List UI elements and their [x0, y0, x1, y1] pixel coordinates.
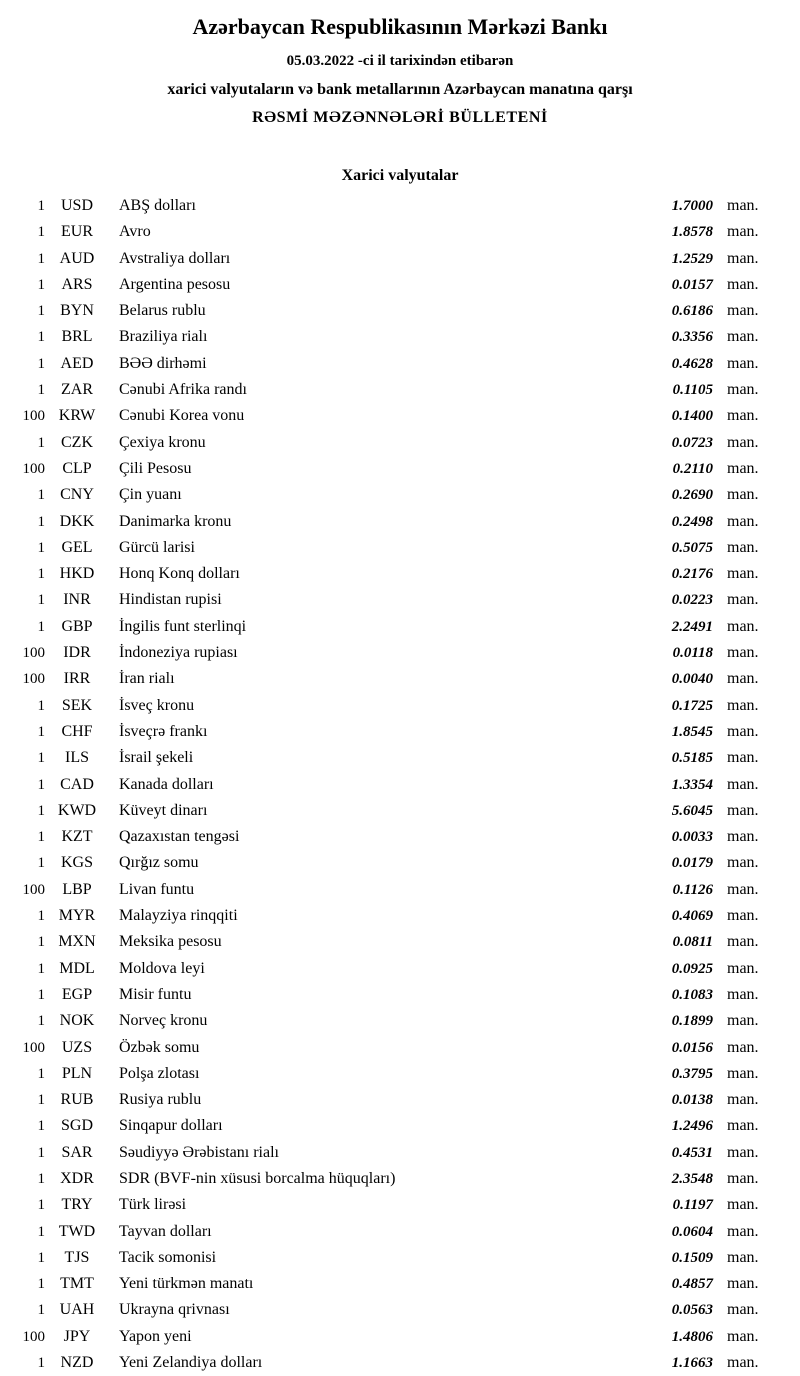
rate-quantity: 1: [37, 1197, 45, 1214]
currency-name: Küveyt dinarı: [119, 801, 208, 819]
rate-value: 0.1105: [672, 382, 713, 399]
rate-quantity: 1: [37, 224, 45, 241]
unit-label: man.: [727, 1196, 759, 1214]
rate-row: [0, 403, 770, 429]
rate-quantity: 1: [37, 776, 45, 793]
rate-row: [0, 929, 770, 955]
rate-row: [0, 535, 770, 561]
rate-quantity: 1: [37, 1223, 45, 1240]
currency-name: Misir funtu: [119, 985, 192, 1003]
unit-label: man.: [727, 565, 759, 583]
effective-date-line: 05.03.2022 -ci il tarixindən etibarən: [286, 53, 514, 69]
rate-quantity: 1: [37, 434, 45, 451]
currency-code: TWD: [58, 1222, 96, 1240]
rate-value: 0.1126: [672, 881, 713, 898]
currency-name: Qırğız somu: [119, 854, 199, 872]
rate-value: 0.5075: [671, 539, 713, 556]
currency-code: XDR: [60, 1169, 94, 1187]
rate-quantity: 1: [37, 829, 45, 846]
unit-label: man.: [727, 828, 759, 846]
rate-quantity: 1: [37, 934, 45, 951]
currency-code: CLP: [62, 459, 92, 477]
unit-label: man.: [727, 1064, 759, 1082]
currency-code: USD: [60, 197, 93, 214]
currency-name: Tacik somonisi: [119, 1248, 217, 1266]
currency-code: SAR: [61, 1143, 93, 1161]
currency-name: Avro: [119, 223, 151, 241]
rate-value: 0.1725: [671, 697, 713, 714]
currency-name: Kanada dolları: [119, 775, 214, 793]
unit-label: man.: [727, 1143, 759, 1161]
rate-row: [0, 745, 770, 771]
rate-row: [0, 1035, 770, 1061]
currency-name: İsrail şekeli: [119, 749, 194, 767]
unit-label: man.: [727, 933, 759, 951]
rate-row: [0, 1350, 770, 1376]
bulletin-title: RƏSMİ MƏZƏNNƏLƏRİ BÜLLETENİ: [252, 109, 548, 126]
rate-value: 0.1899: [671, 1013, 713, 1030]
currency-code: BYN: [60, 302, 94, 320]
rate-quantity: 100: [22, 645, 45, 662]
currency-name: Belarus rublu: [119, 302, 206, 320]
unit-label: man.: [727, 907, 759, 925]
rate-value: 0.6186: [671, 303, 713, 320]
unit-label: man.: [727, 512, 759, 530]
currency-name: Avstraliya dolları: [119, 249, 231, 267]
rate-row: [0, 903, 770, 929]
currency-name: İsveç kronu: [119, 696, 195, 714]
bulletin-subtitle: xarici valyutaların və bank metallarının Azərbaycan manatına qarşı: [167, 81, 633, 98]
rate-quantity: 1: [37, 908, 45, 925]
rate-quantity: 1: [37, 802, 45, 819]
unit-label: man.: [727, 538, 759, 556]
rate-row: [0, 272, 770, 298]
rate-quantity: 100: [22, 881, 45, 898]
currency-name: SDR (BVF-nin xüsusi borcalma hüquqları): [119, 1169, 396, 1187]
currency-code: KGS: [60, 854, 93, 872]
rate-value: 0.0157: [671, 276, 713, 293]
unit-label: man.: [727, 381, 759, 399]
unit-label: man.: [727, 801, 759, 819]
rate-row: [0, 219, 770, 245]
rate-row: [0, 693, 770, 719]
rate-quantity: 1: [37, 750, 45, 767]
rate-value: 0.1197: [672, 1197, 713, 1214]
unit-label: man.: [727, 1169, 759, 1187]
currency-name: Livan funtu: [119, 880, 195, 898]
rate-quantity: 1: [37, 1065, 45, 1082]
rate-value: 0.3356: [671, 329, 713, 346]
currency-code: NOK: [59, 1012, 95, 1030]
currency-name: Moldova leyi: [119, 959, 205, 977]
unit-label: man.: [727, 1301, 759, 1319]
unit-label: man.: [727, 1012, 759, 1030]
bank-title: Azərbaycan Respublikasının Mərkəzi Bankı: [192, 14, 608, 39]
currency-name: Danimarka kronu: [119, 512, 232, 530]
rate-quantity: 1: [37, 1118, 45, 1135]
rate-quantity: 1: [37, 1144, 45, 1161]
rate-quantity: 1: [37, 986, 45, 1003]
rate-quantity: 100: [22, 460, 45, 477]
rate-value: 1.8578: [671, 224, 713, 241]
unit-label: man.: [727, 328, 759, 346]
rate-quantity: 1: [37, 723, 45, 740]
unit-label: man.: [727, 1248, 759, 1266]
rate-quantity: 1: [37, 1302, 45, 1319]
rate-value: 0.4857: [671, 1276, 713, 1293]
currency-code: EGP: [61, 985, 93, 1003]
currency-name: İsveçrə frankı: [119, 722, 208, 740]
unit-label: man.: [727, 985, 759, 1003]
rate-value: 0.2498: [671, 513, 713, 530]
rate-value: 2.3548: [671, 1170, 713, 1187]
bulletin-header: [0, 12, 800, 128]
rate-row: [0, 850, 770, 876]
currency-name: Honq Konq dolları: [119, 565, 240, 583]
rate-quantity: 1: [37, 1355, 45, 1372]
currency-name: ABŞ dolları: [119, 197, 196, 214]
rate-row: [0, 1192, 770, 1218]
rate-row: [0, 772, 770, 798]
rate-row: [0, 587, 770, 613]
rate-value: 0.2176: [671, 566, 713, 583]
currency-name: Meksika pesosu: [119, 933, 222, 951]
rate-row: [0, 824, 770, 850]
rate-value: 1.2496: [671, 1118, 713, 1135]
rate-quantity: 1: [37, 355, 45, 372]
rate-row: [0, 640, 770, 666]
rate-quantity: 1: [37, 198, 45, 214]
rate-row: [0, 509, 770, 535]
rate-row: [0, 1061, 770, 1087]
rate-row: [0, 1271, 770, 1297]
currency-code: TJS: [64, 1248, 90, 1266]
rate-row: [0, 956, 770, 982]
rate-value: 0.0040: [671, 671, 713, 688]
currency-name: Cənubi Korea vonu: [119, 407, 245, 425]
rate-quantity: 1: [37, 250, 45, 267]
currency-code: DKK: [59, 512, 95, 530]
rate-quantity: 100: [22, 671, 45, 688]
currency-name: Qazaxıstan tengəsi: [119, 828, 240, 846]
currency-code: CHF: [61, 722, 93, 740]
currency-name: Braziliya rialı: [119, 328, 208, 346]
rate-value: 5.6045: [671, 802, 713, 819]
unit-label: man.: [727, 486, 759, 504]
unit-label: man.: [727, 591, 759, 609]
rate-value: 0.0138: [671, 1092, 713, 1109]
unit-label: man.: [727, 670, 759, 688]
currency-name: Rusiya rublu: [119, 1091, 202, 1109]
currency-code: INR: [63, 591, 91, 609]
rate-row: [0, 561, 770, 587]
unit-label: man.: [727, 1091, 759, 1109]
rate-value: 0.3795: [671, 1065, 713, 1082]
rate-value: 0.0156: [671, 1039, 713, 1056]
rate-row: [0, 1219, 770, 1245]
unit-label: man.: [727, 1354, 759, 1372]
rate-value: 0.0925: [671, 960, 713, 977]
rate-quantity: 100: [22, 1039, 45, 1056]
rate-row: [0, 982, 770, 1008]
rate-value: 0.0563: [671, 1302, 713, 1319]
rate-row: [0, 1140, 770, 1166]
rate-row: [0, 351, 770, 377]
currency-name: Malayziya rinqqiti: [119, 907, 238, 925]
rate-quantity: 1: [37, 697, 45, 714]
currency-code: KWD: [57, 801, 97, 819]
currency-name: Çili Pesosu: [119, 459, 192, 477]
rate-quantity: 1: [37, 487, 45, 504]
currency-code: CAD: [60, 775, 94, 793]
currency-name: İran rialı: [119, 670, 175, 688]
rate-value: 0.0723: [671, 434, 713, 451]
unit-label: man.: [727, 1038, 759, 1056]
unit-label: man.: [727, 1275, 759, 1293]
rate-row: [0, 1166, 770, 1192]
rate-value: 0.2690: [671, 487, 713, 504]
currency-name: Norveç kronu: [119, 1012, 208, 1030]
currency-code: NZD: [60, 1354, 94, 1372]
currency-name: Cənubi Afrika randı: [119, 381, 247, 399]
currency-name: Argentina pesosu: [119, 275, 231, 293]
rate-quantity: 100: [22, 408, 45, 425]
currency-name: Çexiya kronu: [119, 433, 206, 451]
rate-quantity: 1: [37, 566, 45, 583]
rate-value: 0.0118: [672, 645, 713, 662]
rate-value: 0.0179: [671, 855, 713, 872]
currency-name: Hindistan rupisi: [119, 591, 222, 609]
rate-row: [0, 298, 770, 324]
currency-name: Tayvan dolları: [119, 1222, 212, 1240]
unit-label: man.: [727, 459, 759, 477]
currency-code: ARS: [61, 275, 93, 293]
currency-code: GEL: [61, 538, 93, 556]
rate-value: 0.4069: [671, 908, 713, 925]
unit-label: man.: [727, 407, 759, 425]
rate-value: 2.2491: [671, 618, 713, 635]
unit-label: man.: [727, 197, 759, 214]
rate-row: [0, 1113, 770, 1139]
exchange-rates-table: [0, 193, 770, 1376]
currency-code: UAH: [59, 1301, 95, 1319]
rate-quantity: 1: [37, 618, 45, 635]
rate-value: 0.1509: [671, 1249, 713, 1266]
rate-quantity: 1: [37, 303, 45, 320]
rate-value: 1.7000: [671, 198, 713, 214]
currency-code: UZS: [61, 1038, 93, 1056]
rate-row: [0, 877, 770, 903]
currency-code: KRW: [58, 407, 96, 425]
rate-row: [0, 798, 770, 824]
rate-row: [0, 1324, 770, 1350]
rate-row: [0, 1297, 770, 1323]
currency-name: İngilis funt sterlinqi: [119, 617, 247, 635]
unit-label: man.: [727, 249, 759, 267]
unit-label: man.: [727, 775, 759, 793]
rate-value: 0.0604: [671, 1223, 713, 1240]
rate-quantity: 1: [37, 276, 45, 293]
currency-code: GBP: [61, 617, 93, 635]
rate-value: 0.1083: [671, 986, 713, 1003]
currency-code: TMT: [60, 1275, 94, 1293]
rate-row: [0, 324, 770, 350]
rate-quantity: 1: [37, 960, 45, 977]
rate-row: [0, 456, 770, 482]
currency-code: AUD: [59, 249, 95, 267]
rate-quantity: 1: [37, 1276, 45, 1293]
rate-value: 0.0223: [671, 592, 713, 609]
unit-label: man.: [727, 1117, 759, 1135]
currency-code: BRL: [61, 328, 93, 346]
currency-code: IDR: [63, 644, 91, 662]
currency-code: MYR: [58, 907, 96, 925]
rate-row: [0, 1087, 770, 1113]
currency-name: Yeni türkmən manatı: [119, 1275, 254, 1293]
currency-name: Yeni Zelandiya dolları: [119, 1354, 263, 1372]
currency-code: KZT: [61, 828, 93, 846]
currency-name: Ukrayna qrivnası: [119, 1301, 230, 1319]
rate-value: 0.2110: [672, 460, 713, 477]
currency-name: Özbək somu: [119, 1038, 200, 1056]
currency-code: CNY: [60, 486, 94, 504]
rate-quantity: 1: [37, 855, 45, 872]
currency-code: MXN: [58, 933, 96, 951]
rate-quantity: 1: [37, 1013, 45, 1030]
currency-code: CZK: [61, 433, 93, 451]
rate-row: [0, 246, 770, 272]
unit-label: man.: [727, 854, 759, 872]
unit-label: man.: [727, 644, 759, 662]
currency-name: Yapon yeni: [119, 1327, 192, 1345]
rate-quantity: 1: [37, 329, 45, 346]
rate-quantity: 1: [37, 1092, 45, 1109]
rate-row: [0, 1008, 770, 1034]
rate-value: 0.0033: [671, 829, 713, 846]
currency-code: ILS: [65, 749, 89, 767]
rate-value: 1.3354: [671, 776, 713, 793]
currency-code: JPY: [63, 1327, 91, 1345]
rate-quantity: 1: [37, 1249, 45, 1266]
currency-code: ZAR: [61, 381, 93, 399]
rate-value: 0.1400: [671, 408, 713, 425]
unit-label: man.: [727, 722, 759, 740]
rate-row: [0, 193, 770, 219]
rate-row: [0, 614, 770, 640]
currency-name: Gürcü larisi: [119, 538, 195, 556]
rate-row: [0, 377, 770, 403]
currency-code: AED: [60, 354, 94, 372]
currency-code: LBP: [62, 880, 92, 898]
currency-name: Polşa zlotası: [119, 1064, 200, 1082]
rate-row: [0, 482, 770, 508]
currency-code: HKD: [59, 565, 95, 583]
currency-name: BƏƏ dirhəmi: [119, 354, 207, 372]
rate-quantity: 1: [37, 513, 45, 530]
rate-quantity: 1: [37, 382, 45, 399]
rate-value: 0.5185: [671, 750, 713, 767]
unit-label: man.: [727, 1222, 759, 1240]
currency-code: RUB: [60, 1091, 94, 1109]
rate-quantity: 1: [37, 1170, 45, 1187]
rate-value: 1.8545: [671, 723, 713, 740]
unit-label: man.: [727, 354, 759, 372]
rate-row: [0, 430, 770, 456]
rate-value: 1.4806: [671, 1328, 713, 1345]
currency-code: MDL: [59, 959, 95, 977]
rate-value: 1.2529: [671, 250, 713, 267]
currency-code: EUR: [61, 223, 93, 241]
unit-label: man.: [727, 302, 759, 320]
unit-label: man.: [727, 275, 759, 293]
rate-value: 1.1663: [671, 1355, 713, 1372]
unit-label: man.: [727, 433, 759, 451]
unit-label: man.: [727, 617, 759, 635]
currency-name: İndoneziya rupiası: [119, 644, 238, 662]
currency-name: Çin yuanı: [119, 486, 182, 504]
currency-code: SEK: [61, 696, 93, 714]
rate-row: [0, 1245, 770, 1271]
rate-quantity: 100: [22, 1328, 45, 1345]
currency-name: Səudiyyə Ərəbistanı rialı: [119, 1143, 279, 1161]
rate-value: 0.4628: [671, 355, 713, 372]
currency-name: Türk lirəsi: [119, 1196, 187, 1214]
unit-label: man.: [727, 223, 759, 241]
currency-code: SGD: [60, 1117, 93, 1135]
unit-label: man.: [727, 696, 759, 714]
rate-quantity: 1: [37, 539, 45, 556]
unit-label: man.: [727, 1327, 759, 1345]
rate-row: [0, 666, 770, 692]
rate-value: 0.0811: [672, 934, 713, 951]
rate-quantity: 1: [37, 592, 45, 609]
rate-value: 0.4531: [671, 1144, 713, 1161]
currency-code: IRR: [63, 670, 91, 688]
currency-code: PLN: [61, 1064, 93, 1082]
rate-row: [0, 719, 770, 745]
unit-label: man.: [727, 880, 759, 898]
currency-code: TRY: [61, 1196, 93, 1214]
currency-name: Sinqapur dolları: [119, 1117, 223, 1135]
unit-label: man.: [727, 959, 759, 977]
section-title-foreign-currencies: Xarici valyutalar: [341, 167, 459, 184]
unit-label: man.: [727, 749, 759, 767]
